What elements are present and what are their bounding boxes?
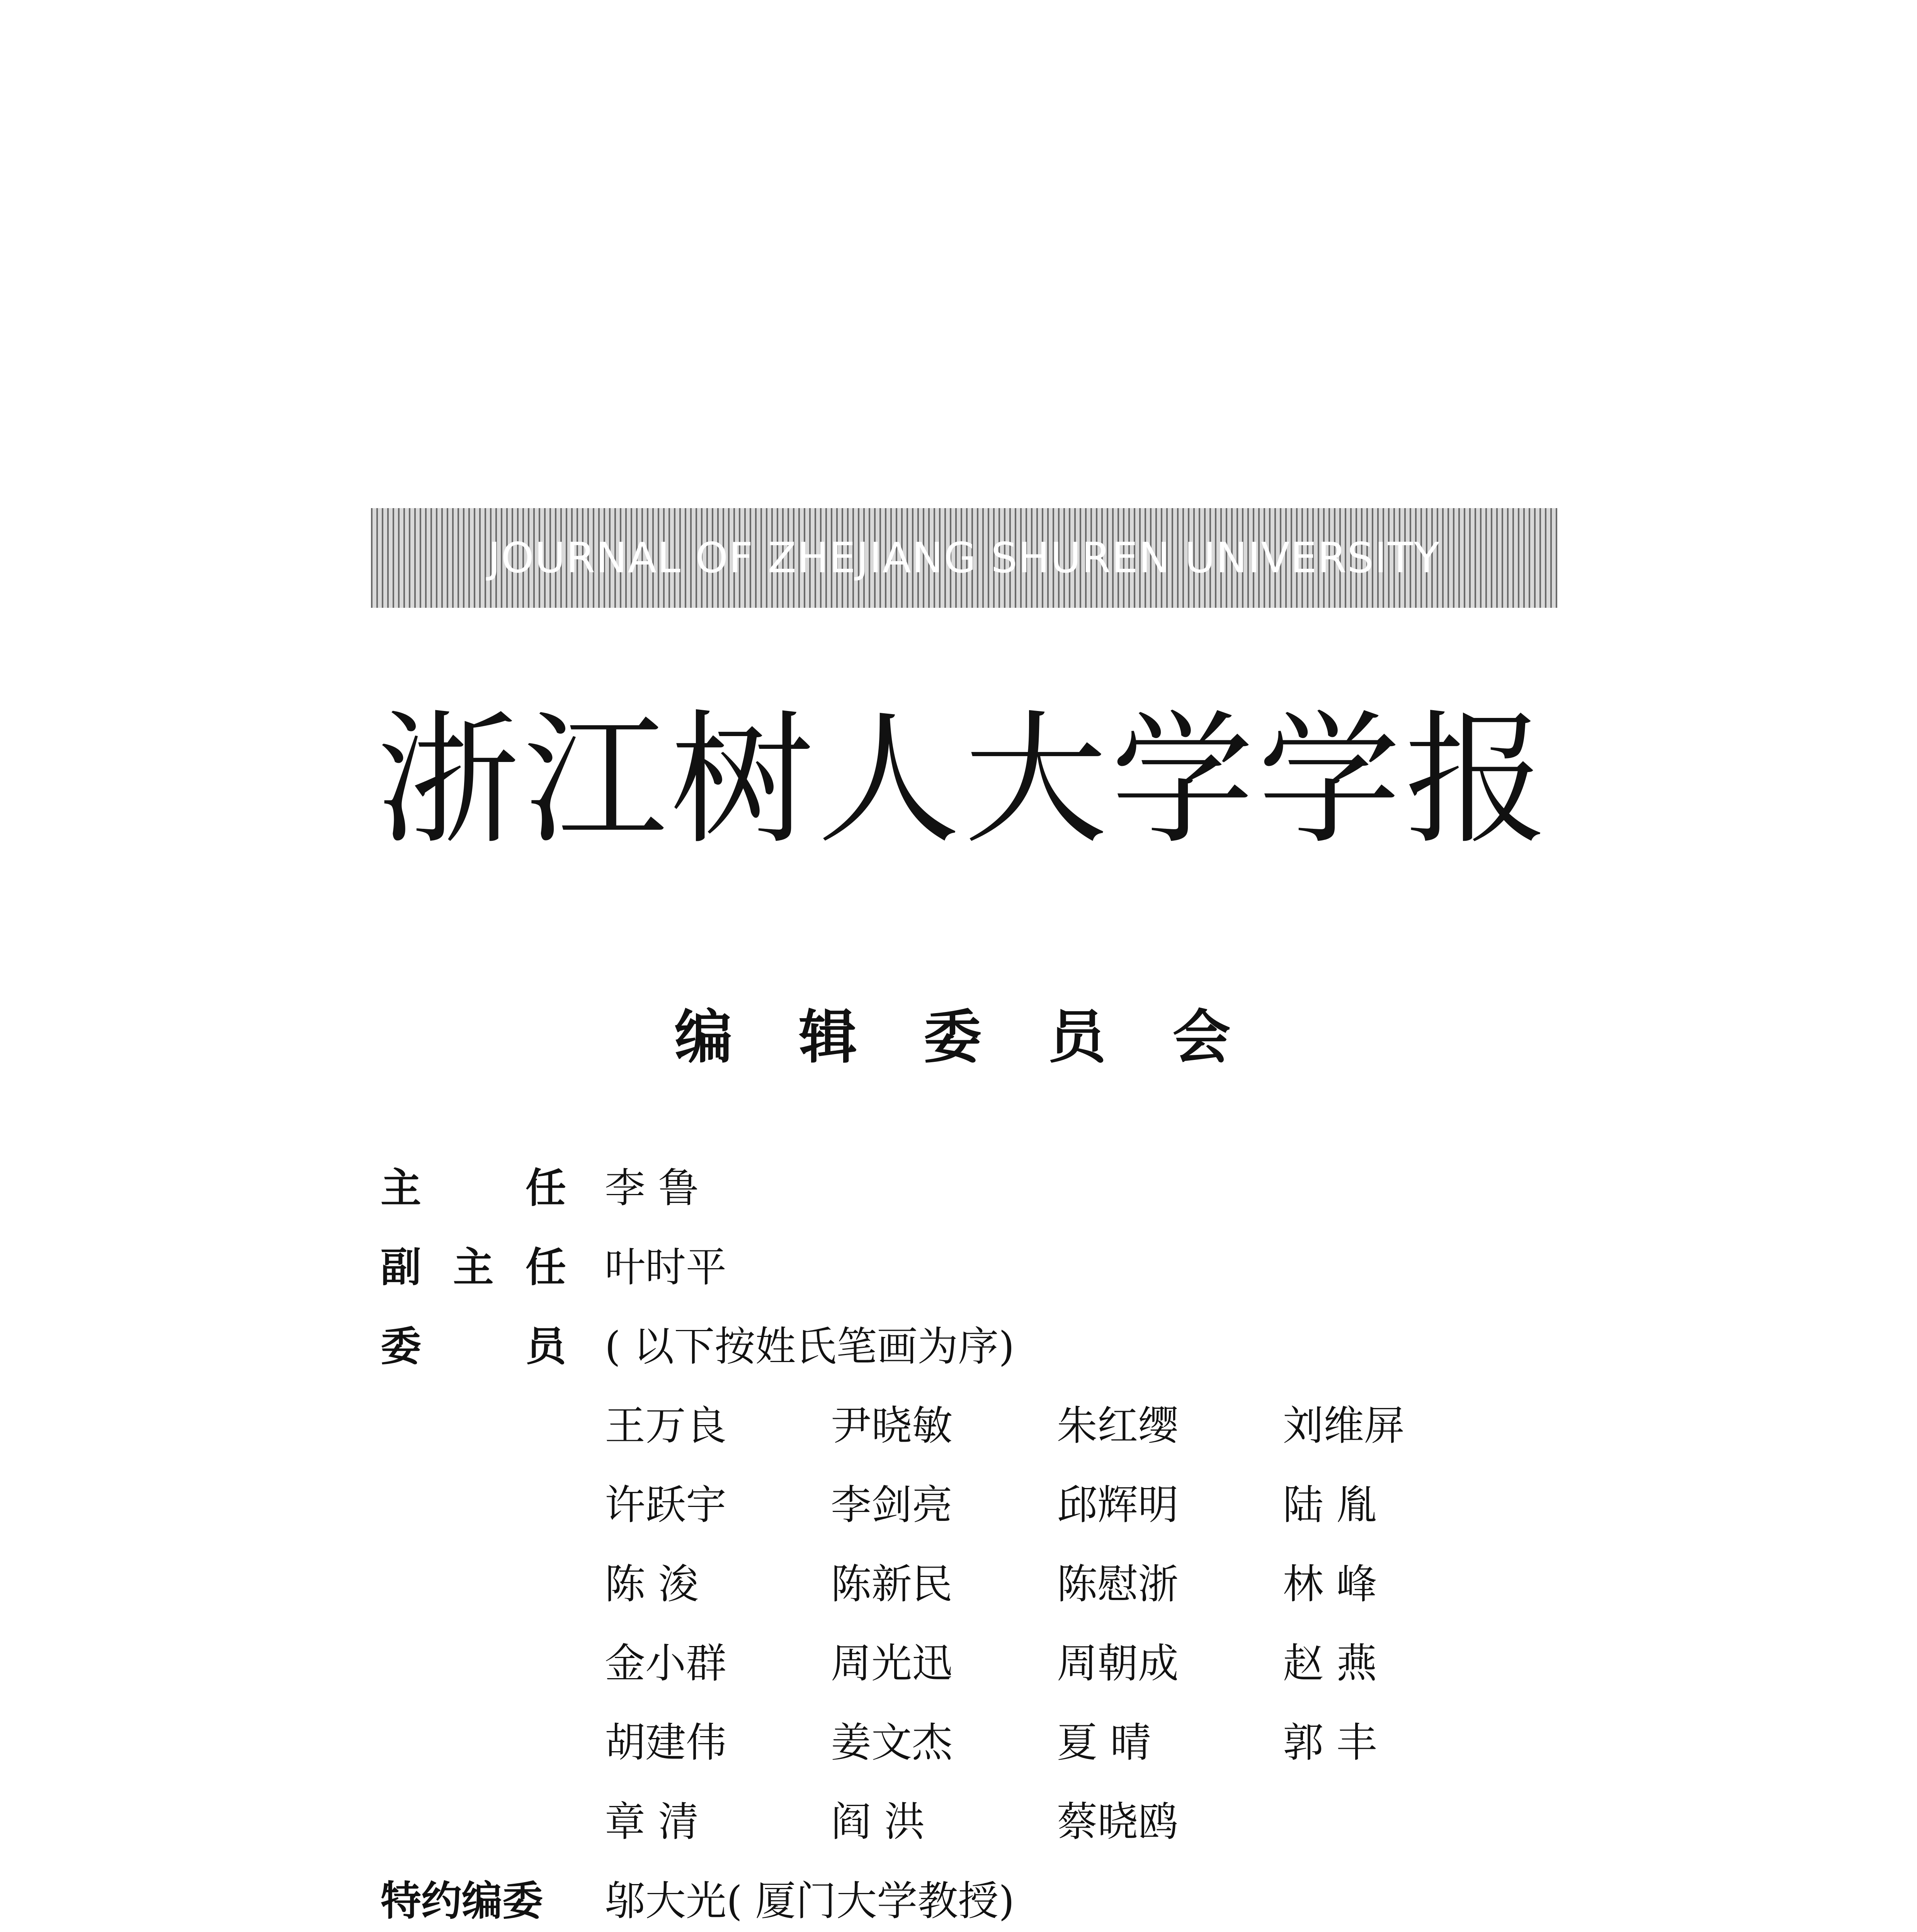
member-name: 周朝成 [1057,1640,1179,1687]
member-name: 林 峰 [1283,1561,1377,1608]
member-name: 王万良 [605,1402,727,1449]
member-name: 陈新民 [831,1561,953,1608]
member-name: 尹晓敏 [831,1402,953,1449]
role-special-editors: 特约编委 [381,1878,543,1925]
deputy-director-name: 叶时平 [605,1244,727,1291]
member-name: 周光迅 [831,1640,953,1687]
member-name: 朱红缨 [1057,1402,1179,1449]
journal-english-banner [371,508,1557,608]
member-name: 陈 浚 [605,1561,699,1608]
member-name: 陆 胤 [1283,1481,1377,1529]
role-deputy-director: 副 主 任 [381,1244,566,1291]
role-director: 主 任 [381,1165,566,1212]
member-name: 许跃宇 [605,1481,727,1529]
director-name: 李 鲁 [605,1165,699,1212]
members-order-note: ( 以下按姓氏笔画为序) [605,1323,1015,1370]
member-name: 胡建伟 [605,1719,727,1766]
member-name: 章 清 [605,1798,699,1845]
member-name: 金小群 [605,1640,727,1687]
member-name: 蔡晓鸥 [1057,1798,1179,1845]
member-name: 夏 晴 [1057,1719,1151,1766]
journal-english-name: JOURNAL OF ZHEJIANG SHUREN UNIVERSITY [488,534,1440,582]
member-name: 邱辉明 [1057,1481,1179,1529]
member-name: 郭 丰 [1283,1719,1377,1766]
journal-chinese-title: 浙江树人大学学报 [377,697,1551,864]
editorial-board-heading: 编 辑 委 员 会 [674,1004,1254,1071]
member-name: 阎 洪 [831,1798,925,1845]
member-name: 赵 燕 [1283,1640,1377,1687]
member-name: 刘维屏 [1283,1402,1405,1449]
role-members: 委 员 [381,1323,566,1370]
member-name: 李剑亮 [831,1481,953,1529]
special-editor-entry: 邬大光( 厦门大学教授) [605,1878,1015,1925]
member-name: 陈慰浙 [1057,1561,1179,1608]
member-name: 姜文杰 [831,1719,953,1766]
